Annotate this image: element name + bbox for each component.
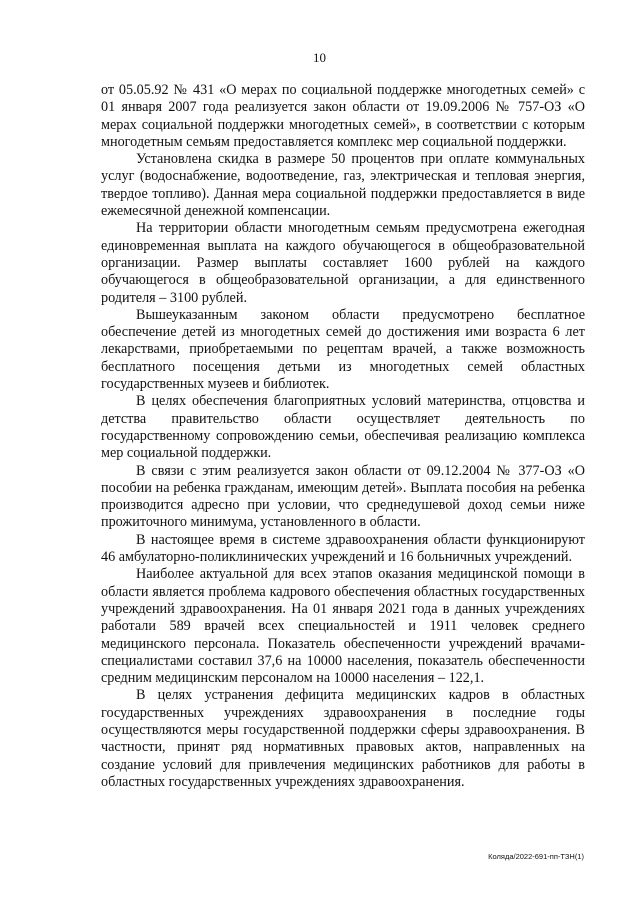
paragraph-child-allowance: В связи с этим реализуется закон области от 09.12.2004 № 377-ОЗ «О пособии на ребенка гражданам, имеющим детей». Выплата пособия на ребенка производится адресно при условии, что среднедушевой доход семьи ниже прожиточного минимума, установленного в области. [101,462,585,531]
paragraph-staffing-measures: В целях устранения дефицита медицинских кадров в областных государственных учреждениях здравоохранения в последние годы осуществляются меры государственной поддержки сферы здравоохранения. В частности, принят ряд нормативных правовых актов, направленных на создание условий для привлечения медицинских работников для работы в областных государственных учреждениях здравоохранения. [101,687,585,790]
paragraph-continuation: от 05.05.92 № 431 «О мерах по социальной поддержке многодетных семей» с 01 января 2007 года реализуется закон области от 19.09.2006 № 757-ОЗ «О мерах социальной поддержки многодетных семей», в соответствии с которым многодетным семьям предоставляется комплекс мер социальной поддержки. [101,82,585,150]
page-number: 10 [313,50,326,65]
paragraph-utility-discount: Установлена скидка в размере 50 процентов при оплате коммунальных услуг (водоснабжение, водоотведение, газ, электрическая и тепловая энергия, твердое топливо). Данная мера социальной поддержки предоставляется в виде ежемесячной денежной компенсации. [101,151,585,220]
paragraph-family-support: В целях обеспечения благоприятных условий материнства, отцовства и детства правительство области осуществляет деятельность по государственному сопровождению семьи, обеспечивая реализацию комплекса мер социальной поддержки. [101,393,585,462]
paragraph-free-medicines: Вышеуказанным законом области предусмотрено бесплатное обеспечение детей из многодетных семей до достижения ими возраста 6 лет лекарствами, приобретаемыми по рецептам врачей, а также возможность бесплатного посещения детьми из многодетных семей областных государственных музеев и библиотек. [101,306,585,393]
paragraph-healthcare-institutions: В настоящее время в системе здравоохранения области функционируют 46 амбулаторно-поликлинических учреждений и 16 больничных учреждений. [101,531,585,566]
paragraph-school-payment: На территории области многодетным семьям предусмотрена ежегодная единовременная выплата на каждого обучающегося в общеобразовательной организации. Размер выплаты составляет 1600 рублей на каждого обучающегося в общеобразовательной организации, а для единственного родителя – 3100 рублей. [101,220,585,306]
paragraph-staffing-problem: Наиболее актуальной для всех этапов оказания медицинской помощи в области является проблема кадрового обеспечения областных государственных учреждений здравоохранения. На 01 января 2021 года в данных учреждениях работали 589 врачей всех специальностей и 1911 человек среднего медицинского персонала. Показатель обеспеченности учреждений врачами-специалистами составил 37,6 на 10000 населения, показатель обеспеченности средним медицинским персоналом на 10000 населения – 122,1. [101,566,585,687]
document-body [101,82,585,791]
document-footer-code: Коляда/2022-691-пп-ТЗН(1) [488,852,584,861]
